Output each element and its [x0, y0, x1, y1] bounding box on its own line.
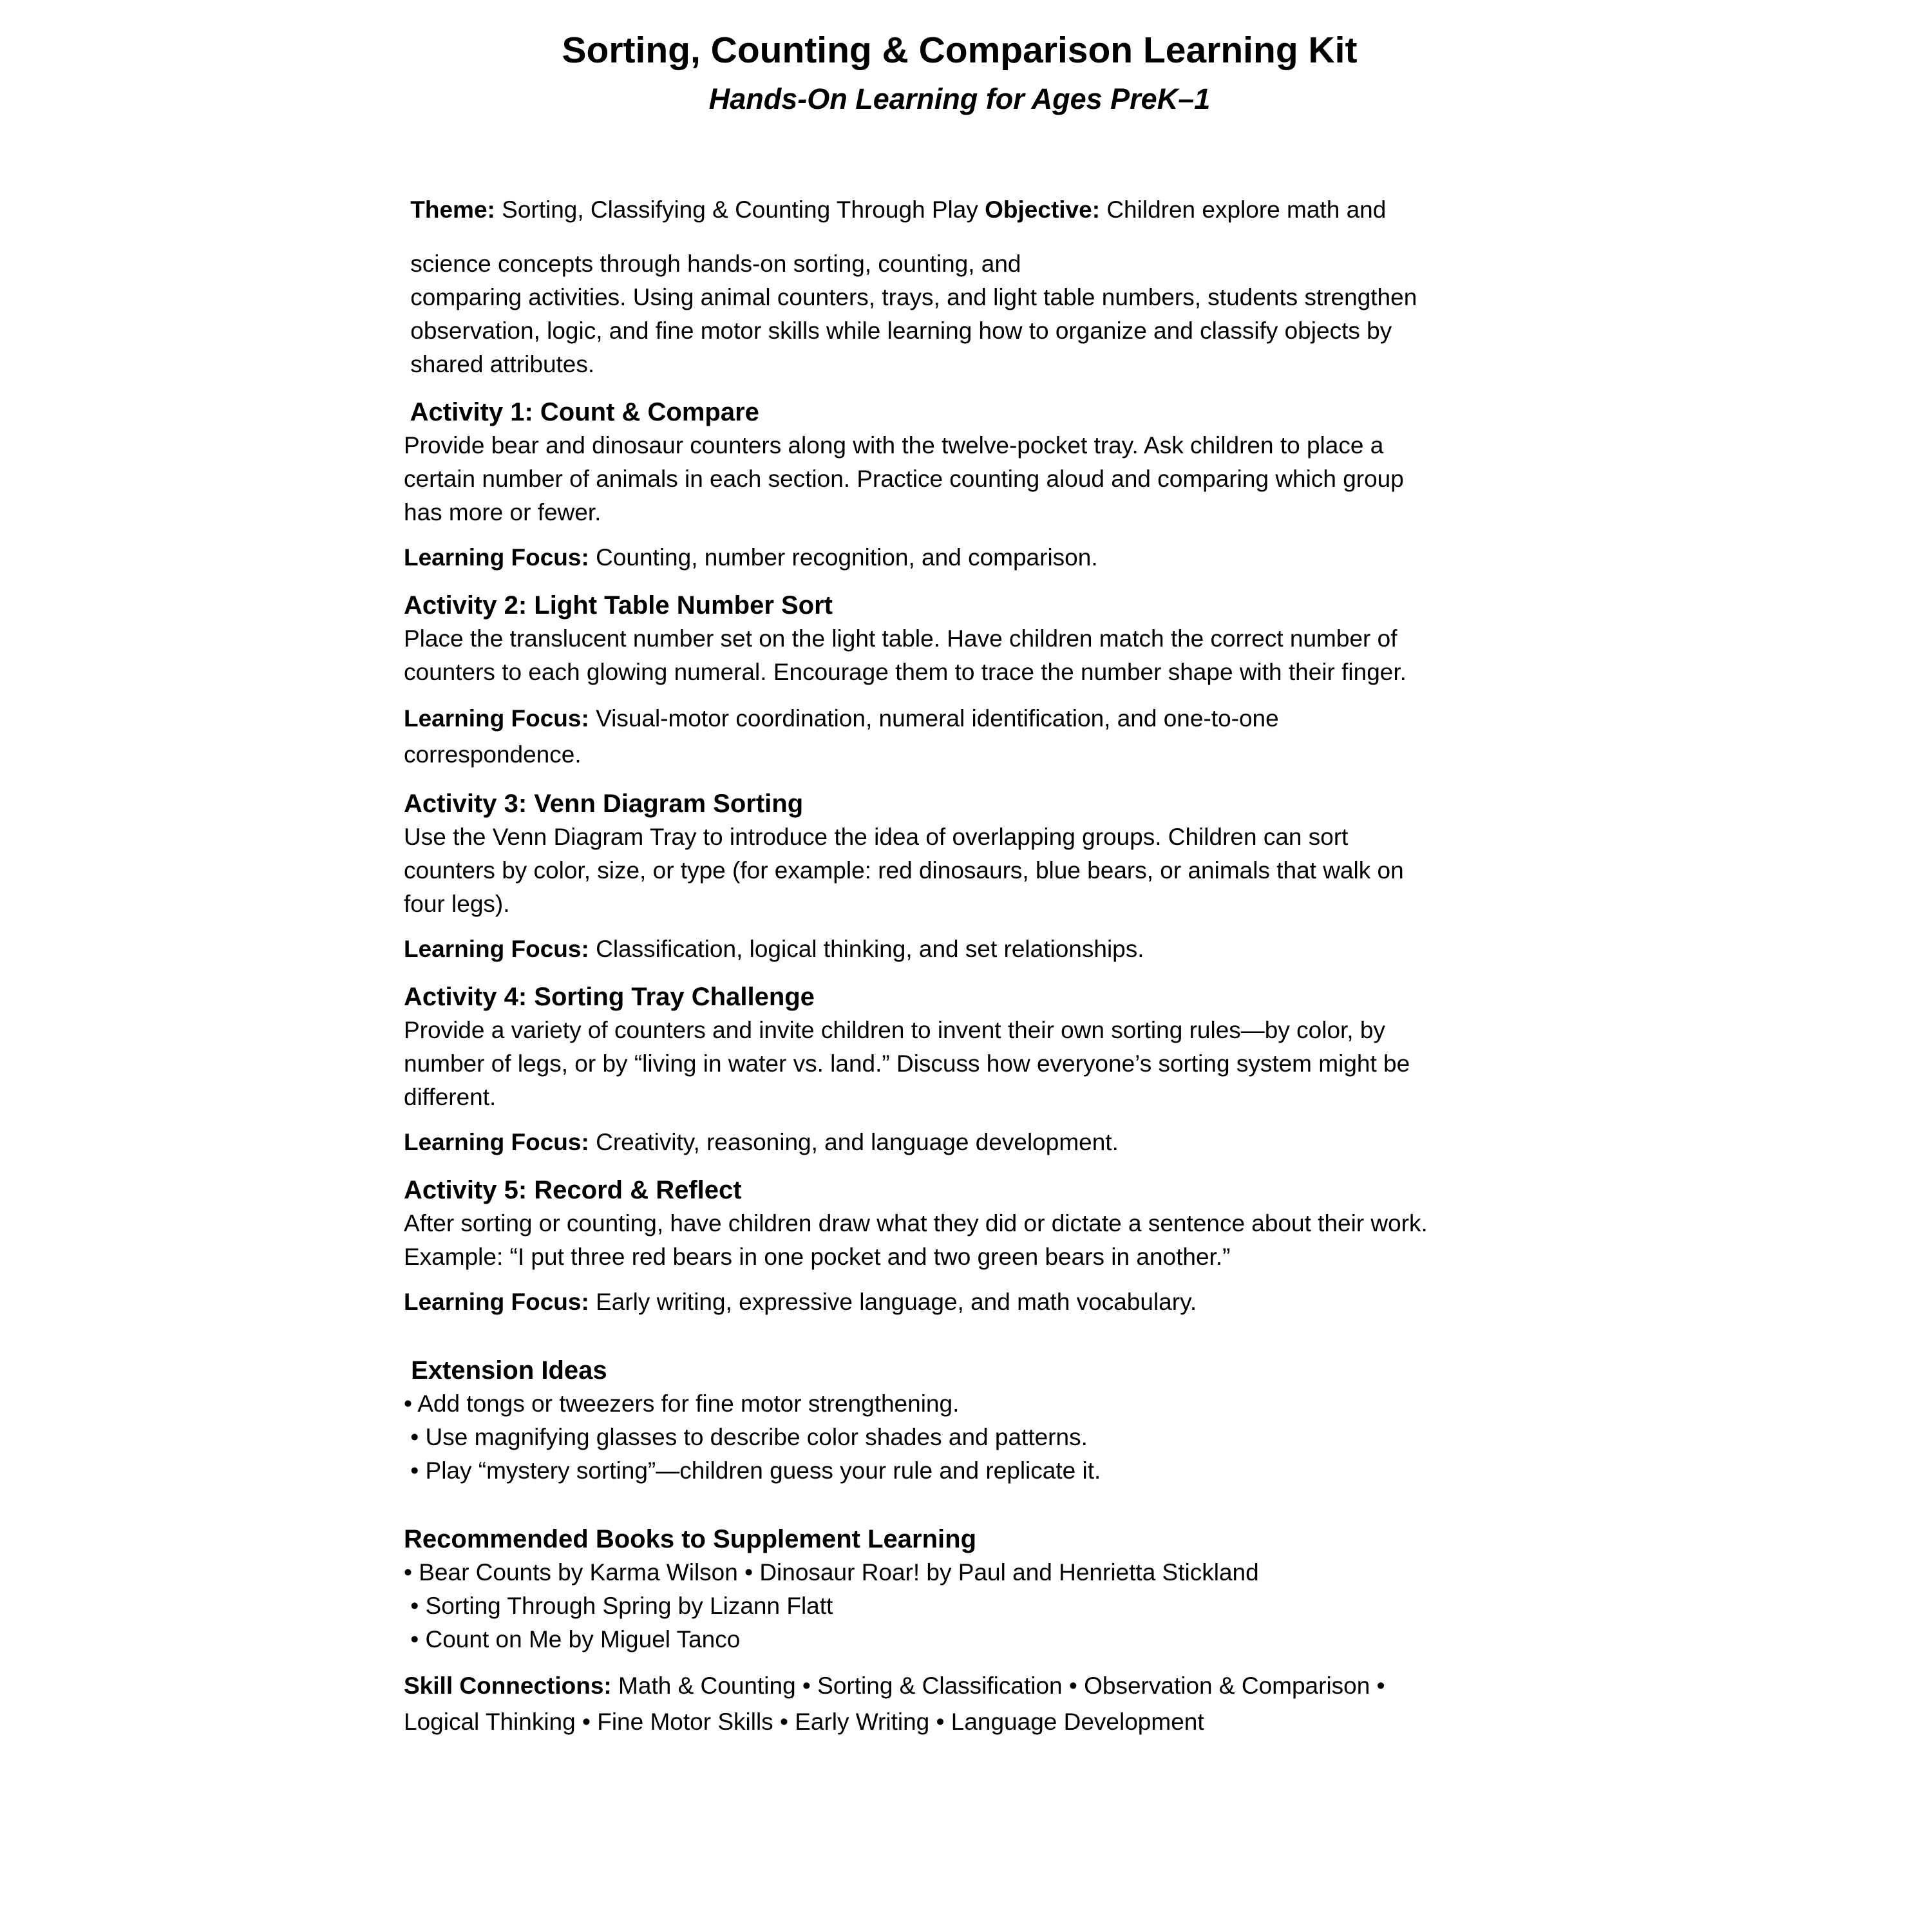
recommended-books-list: • Bear Counts by Karma Wilson • Dinosaur Roar! by Paul and Henrietta Stickland • Sorting Through Spring by Lizann Flatt • Count on Me by Miguel Tanco: [404, 1559, 1259, 1653]
activity-5-heading: Activity 5: Record & Reflect: [404, 1176, 742, 1204]
document-blocks: [404, 193, 1515, 1740]
activity-4-heading: Activity 4: Sorting Tray Challenge: [404, 983, 815, 1011]
overview-paragraph: science concepts through hands-on sorting, counting, and comparing activities. Using animal counters, trays, and light table numbers, students strengthen observation, logic, and fine motor skills while learning how to organize and classify objects by shared attributes.: [404, 251, 1417, 377]
skill-connections: Skill Connections: Math & Counting • Sorting & Classification • Observation & Comparison • Logical Thinking • Fine Motor Skills • Early Writing • Language Development: [404, 1672, 1385, 1735]
extension-ideas-list: • Add tongs or tweezers for fine motor strengthening. • Use magnifying glasses to describe color shades and patterns. • Play “mystery sorting”—children guess your rule and replicate it.: [404, 1390, 1101, 1484]
activity-1-heading: Activity 1: Count & Compare: [404, 398, 759, 426]
page-title: Sorting, Counting & Comparison Learning Kit: [562, 30, 1358, 71]
extension-ideas-heading: Extension Ideas: [404, 1356, 607, 1385]
activity-5-body: After sorting or counting, have children draw what they did or dictate a sentence about their work. Example: “I put three red bears in one pocket and two green bears in another.”: [404, 1210, 1428, 1270]
theme-objective: Theme: Sorting, Classifying & Counting Through Play Objective: Children explore math and: [410, 196, 1387, 223]
learning-focus-2: Learning Focus: Visual-motor coordination, numeral identification, and one-to-one correspondence.: [404, 705, 1279, 768]
activity-3-heading: Activity 3: Venn Diagram Sorting: [404, 790, 804, 818]
learning-focus-3: Learning Focus: Classification, logical thinking, and set relationships.: [404, 936, 1144, 962]
activity-4-body: Provide a variety of counters and invite children to invent their own sorting rules—by color, by number of legs, or by “living in water vs. land.” Discuss how everyone’s sorting system might be different.: [404, 1017, 1410, 1110]
learning-focus-4: Learning Focus: Creativity, reasoning, and language development.: [404, 1129, 1119, 1155]
page-subtitle: Hands-On Learning for Ages PreK–1: [708, 82, 1211, 115]
activity-3-body: Use the Venn Diagram Tray to introduce the idea of overlapping groups. Children can sort counters by color, size, or type (for example: red dinosaurs, blue bears, or animals that walk on four legs).: [404, 824, 1404, 917]
document-page: [404, 0, 1515, 1740]
recommended-books-heading: Recommended Books to Supplement Learning: [404, 1525, 977, 1553]
learning-focus-5: Learning Focus: Early writing, expressive language, and math vocabulary.: [404, 1289, 1197, 1315]
activity-1-body: Provide bear and dinosaur counters along with the twelve-pocket tray. Ask children to place a certain number of animals in each section. Practice counting aloud and comparing which group has more or fewer.: [404, 432, 1404, 526]
activity-2-body: Place the translucent number set on the light table. Have children match the correct number of counters to each glowing numeral. Encourage them to trace the number shape with their finger.: [404, 625, 1406, 685]
learning-focus-1: Learning Focus: Counting, number recognition, and comparison.: [404, 544, 1098, 571]
activity-2-heading: Activity 2: Light Table Number Sort: [404, 591, 833, 620]
document-header: [404, 27, 1515, 117]
